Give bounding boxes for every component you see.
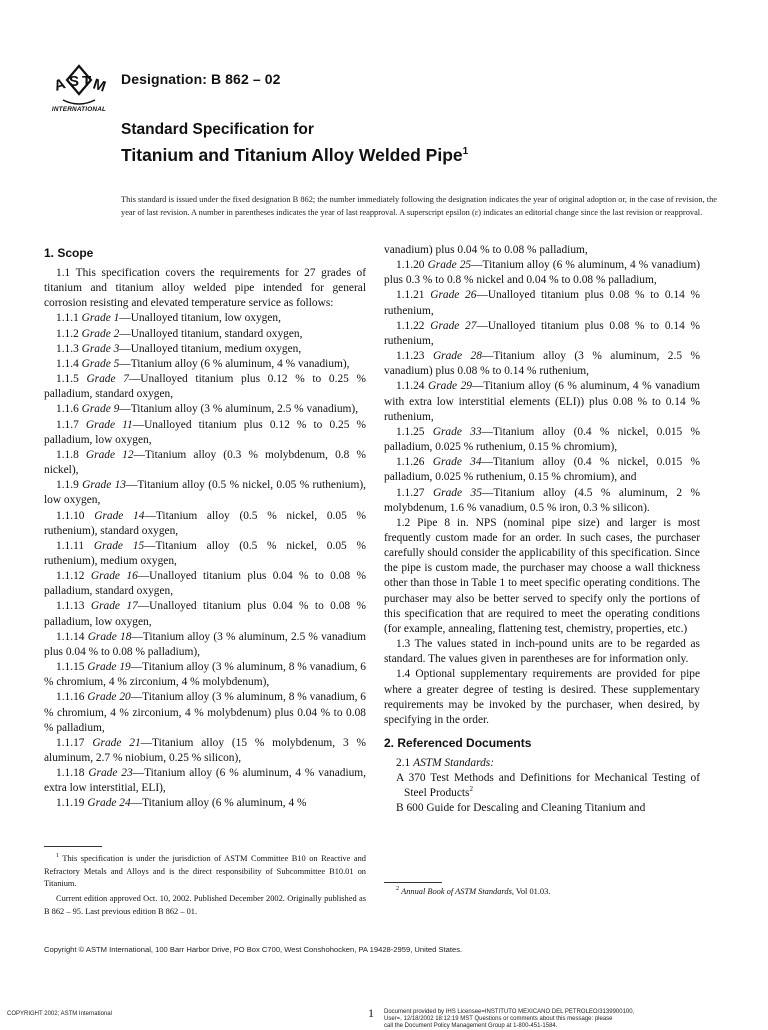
grade-number: 1.1.11 (56, 539, 85, 552)
section-1-heading: 1. Scope (44, 246, 94, 260)
grade-number: 1.1.1 (56, 312, 79, 325)
grade-name: Grade 5 (81, 357, 120, 370)
grade-name: Grade 26 (430, 289, 477, 302)
grade-number: 1.1.25 (396, 425, 425, 438)
grade-description: —Unalloyed titanium plus 0.08 % to 0.14 % ruthenium, (384, 319, 700, 347)
grade-item (44, 539, 366, 569)
standard-notice: This standard is issued under the fixed designation B 862; the number immediately following the designation indicates the year of original adoption or, in the case of revision, the year of last revision. A number in parentheses indicates the year of last reapproval. A superscript epsilon (ε) indicates an editorial change since the last revision or reapproval. (121, 195, 718, 217)
reference-item (384, 771, 700, 801)
grade-description: —Titanium alloy (3 % aluminum, 8 % vanadium, 6 % chromium, 4 % zirconium, 4 % molybdenum) plus 0.04 % to 0.08 % palladium, (44, 691, 367, 734)
grade-number: 1.1.16 (56, 691, 85, 704)
grade-description: —Titanium alloy (6 % aluminum, 4 % vanadium), (119, 357, 350, 370)
grade-description: —Titanium alloy (0.5 % nickel, 0.05 % ruthenium), medium oxygen, (44, 539, 366, 567)
grade-item (384, 349, 700, 379)
grade-item (384, 455, 700, 485)
grade-item (44, 327, 366, 342)
grade-name: Grade 19 (87, 661, 131, 674)
grade-description: —Titanium alloy (6 % aluminum, 4 % vanadium) plus 0.3 % to 0.8 % nickel and 0.04 % to 0.08 % palladium, (384, 259, 700, 287)
grade-number: 1.1.17 (56, 736, 85, 749)
title-line-1: Standard Specification for (121, 121, 314, 138)
grade-item (44, 736, 366, 766)
grade-name: Grade 13 (82, 479, 126, 492)
grade-name: Grade 9 (81, 403, 120, 416)
provider-notice (384, 1009, 754, 1030)
title-line-2 (121, 145, 468, 166)
grade-item (44, 690, 366, 735)
grade-number: 1.1.21 (396, 289, 425, 302)
provider-line-2: User=, 12/18/2002 18:12:19 MST Questions or comments about this message: please (384, 1016, 613, 1022)
grade-item (44, 311, 366, 326)
grade-number: 1.1.20 (396, 259, 425, 272)
subsection-2-1-number: 2.1 (396, 757, 411, 769)
grade-name: Grade 2 (81, 327, 120, 340)
grade-name: Grade 17 (90, 600, 138, 613)
grade-description: —Unalloyed titanium, low oxygen, (119, 312, 281, 325)
grade-description: —Unalloyed titanium plus 0.12 % to 0.25 % palladium, low oxygen, (44, 418, 367, 446)
footnote-rule-left (44, 846, 102, 847)
grade-description: —Titanium alloy (6 % aluminum, 4 % vanadium, extra low interstitial, ELI), (44, 767, 367, 795)
grade-description: —Unalloyed titanium plus 0.08 % to 0.14 % ruthenium, (384, 289, 700, 317)
grade-item (44, 478, 366, 508)
grade-name: Grade 11 (85, 418, 133, 431)
grade-number: 1.1.2 (56, 327, 79, 340)
grade-description: —Titanium alloy (3 % aluminum, 2.5 % vanadium), (119, 403, 359, 416)
grade-name: Grade 3 (81, 342, 120, 355)
grade-name: Grade 20 (87, 691, 131, 704)
grade-name: Grade 35 (432, 486, 482, 499)
grade-number: 1.1.4 (56, 357, 79, 370)
grade-description: —Titanium alloy (3 % aluminum, 8 % vanadium, 6 % chromium, 4 % zirconium, 4 % molybdenum), (44, 661, 367, 689)
grade-number: 1.1.24 (396, 380, 425, 393)
grade-continuation: vanadium) plus 0.04 % to 0.08 % palladium, (384, 244, 588, 256)
grade-item (384, 379, 700, 424)
grade-number: 1.1.14 (56, 630, 85, 643)
svg-text:A: A (51, 75, 68, 95)
grade-number: 1.1.22 (396, 319, 425, 332)
grade-name: Grade 12 (85, 448, 134, 461)
grade-item (44, 402, 366, 417)
grade-description: —Unalloyed titanium plus 0.04 % to 0.08 % palladium, low oxygen, (44, 600, 366, 628)
para-1-4: 1.4 Optional supplementary requirements are provided for pipe where a greater degree of testing is desired. These supplementary requirements may be invoked by the purchaser, when desired, by specifying in the order. (384, 668, 700, 726)
grade-name: Grade 24 (87, 797, 131, 810)
grade-item (44, 342, 366, 357)
grade-number: 1.1.13 (56, 600, 85, 613)
grade-number: 1.1.6 (56, 403, 79, 416)
grade-number: 1.1.5 (56, 373, 79, 386)
provider-line-1: Document provided by IHS Licensee=INSTITUTO MEXICANO DEL PETROLEO/3139900100, (384, 1009, 635, 1015)
grade-number: 1.1.3 (56, 342, 79, 355)
grade-description: —Titanium alloy (3 % aluminum, 2.5 % vanadium) plus 0.08 % to 0.14 % ruthenium, (384, 350, 700, 378)
page-number: 1 (368, 1006, 374, 1020)
footnote-1-text-2: Current edition approved Oct. 10, 2002. Published December 2002. Originally published as B 862 – 95. Last previous edition B 862 – 01. (44, 894, 366, 916)
svg-text:M: M (90, 75, 108, 96)
astm-logo-icon (42, 64, 116, 118)
grade-name: Grade 7 (86, 373, 129, 386)
grade-number: 1.1.18 (56, 767, 85, 780)
provider-line-3: call the Document Policy Management Group at 1-800-451-1584. (384, 1023, 558, 1029)
reference-footnote-mark: 2 (469, 785, 473, 794)
grade-number: 1.1.23 (396, 350, 425, 363)
grade-name: Grade 21 (92, 736, 141, 749)
grade-description: —Titanium alloy (6 % aluminum, 4 % (130, 797, 307, 810)
grade-number: 1.1.12 (56, 570, 85, 583)
footnote-1-text: This specification is under the jurisdiction of ASTM Committee B10 on Reactive and Refractory Metals and Alloys and is the direct responsibility of Subcommittee B10.01 on Titanium. (44, 854, 366, 889)
grade-description: —Titanium alloy (6 % aluminum, 4 % vanadium with extra low interstitial elements (ELI)) plus 0.08 % to 0.14 % ruthenium, (384, 380, 701, 423)
svg-text:T: T (82, 73, 92, 90)
para-1-1: 1.1 This specification covers the requirements for 27 grades of titanium and titanium alloy welded pipe intended for general corrosion resisting and elevated temperature service as follows: (44, 267, 366, 310)
grade-number: 1.1.8 (56, 448, 79, 461)
grade-description: —Titanium alloy (0.4 % nickel, 0.015 % palladium, 0.025 % ruthenium, 0.15 % chromium), and (384, 456, 700, 484)
grade-description: —Titanium alloy (4.5 % aluminum, 2 % molybdenum, 1.6 % vanadium, 0.5 % iron, 0.3 % silicon). (384, 486, 700, 514)
grade-description: —Titanium alloy (3 % aluminum, 2.5 % vanadium plus 0.04 % to 0.08 % palladium), (44, 630, 366, 658)
footnote-2-italic: Annual Book of ASTM Standards (401, 887, 512, 896)
footnote-2-mark: 2 (396, 886, 399, 893)
grade-item (44, 509, 366, 539)
grade-description: —Titanium alloy (0.3 % molybdenum, 0.8 % nickel), (44, 448, 366, 477)
title-text: Titanium and Titanium Alloy Welded Pipe (121, 145, 463, 165)
grade-name: Grade 18 (87, 630, 132, 643)
grade-description: —Titanium alloy (0.5 % nickel, 0.05 % ruthenium), low oxygen, (44, 479, 366, 507)
grade-item (44, 418, 366, 448)
grade-number: 1.1.19 (56, 797, 85, 810)
grade-description: —Titanium alloy (0.4 % nickel, 0.015 % palladium, 0.025 % ruthenium, 0.15 % chromium), (384, 425, 700, 454)
reference-item (384, 801, 700, 816)
grade-number: 1.1.15 (56, 661, 85, 674)
grade-item (384, 425, 700, 455)
footnote-2 (384, 886, 700, 898)
grade-number: 1.1.27 (396, 486, 425, 499)
svg-text:S: S (69, 73, 80, 90)
grade-name: Grade 1 (81, 312, 120, 325)
grade-item (44, 448, 366, 478)
grade-name: Grade 14 (94, 509, 145, 522)
grade-name: Grade 15 (93, 539, 145, 552)
footnote-rule-right (384, 882, 442, 883)
grade-name: Grade 23 (88, 767, 133, 780)
grade-name: Grade 33 (432, 425, 482, 438)
grade-name: Grade 29 (427, 380, 472, 393)
logo-wordmark: INTERNATIONAL (51, 106, 107, 113)
grade-description: —Unalloyed titanium, medium oxygen, (119, 342, 302, 355)
grade-item (44, 630, 366, 660)
grade-description: —Titanium alloy (15 % molybdenum, 3 % aluminum, 2.7 % niobium, 0.25 % silicon), (44, 736, 366, 764)
grade-item (44, 372, 366, 402)
grade-item (384, 288, 700, 318)
grade-item (44, 357, 366, 372)
grade-number: 1.1.9 (56, 479, 79, 492)
reference-text: B 600 Guide for Descaling and Cleaning Titanium and (396, 802, 646, 815)
grade-item (384, 486, 700, 516)
grade-description: —Unalloyed titanium plus 0.04 % to 0.08 % palladium, standard oxygen, (44, 570, 366, 598)
subsection-2-1 (384, 756, 700, 771)
para-1-2: 1.2 Pipe 8 in. NPS (nominal pipe size) and larger is most frequently custom made for an order. In such cases, the purchaser carefully should consider the applicability of this specification. Since the pipe is custom made, the purchaser may choose a wall thickness other than those in Table 1 to meet specific operating conditions. The purchaser may also be better served to specify only the portions of this specification that are required to meet the operating conditions (for example, annealing, flattening test, chemistry, properties, etc.) (384, 516, 700, 635)
section-2-heading: 2. Referenced Documents (384, 736, 532, 750)
grade-name: Grade 27 (430, 319, 477, 332)
copyright-line: Copyright © ASTM International, 100 Barr Harbor Drive, PO Box C700, West Conshohocken, PA 19428-2959, United States. (44, 945, 463, 954)
footnote-1-mark: 1 (56, 853, 59, 860)
designation: Designation: B 862 – 02 (121, 71, 281, 87)
footnote-2-rest: , Vol 01.03. (511, 887, 551, 896)
footnote-1 (44, 853, 366, 919)
grade-item (44, 660, 366, 690)
grade-description: —Unalloyed titanium plus 0.12 % to 0.25 % palladium, standard oxygen, (44, 373, 366, 401)
reference-list (384, 771, 700, 816)
right-column (384, 243, 700, 817)
grade-list-right (384, 258, 700, 516)
grade-name: Grade 34 (432, 456, 482, 469)
grade-name: Grade 28 (432, 350, 482, 363)
grade-item (384, 258, 700, 288)
grade-name: Grade 25 (427, 259, 472, 272)
grade-item (44, 796, 366, 811)
grade-description: —Titanium alloy (0.5 % nickel, 0.05 % ruthenium), standard oxygen, (44, 509, 366, 537)
left-column (44, 243, 366, 812)
subsection-2-1-title: ASTM Standards: (413, 757, 495, 769)
copyright-year: COPYRIGHT 2002; ASTM International (7, 1011, 112, 1017)
grade-item (44, 766, 366, 796)
grade-description: —Unalloyed titanium, standard oxygen, (119, 327, 303, 340)
grade-item (44, 569, 366, 599)
para-1-3: 1.3 The values stated in inch-pound units are to be regarded as standard. The values given in parentheses are for information only. (384, 638, 700, 666)
grade-item (384, 319, 700, 349)
grade-item (44, 599, 366, 629)
grade-number: 1.1.7 (56, 418, 79, 431)
grade-number: 1.1.10 (56, 509, 85, 522)
grade-number: 1.1.26 (396, 456, 425, 469)
reference-text: A 370 Test Methods and Definitions for Mechanical Testing of Steel Products (396, 772, 700, 800)
grade-list-left (44, 311, 366, 811)
title-footnote-mark: 1 (462, 146, 469, 158)
grade-name: Grade 16 (90, 570, 138, 583)
